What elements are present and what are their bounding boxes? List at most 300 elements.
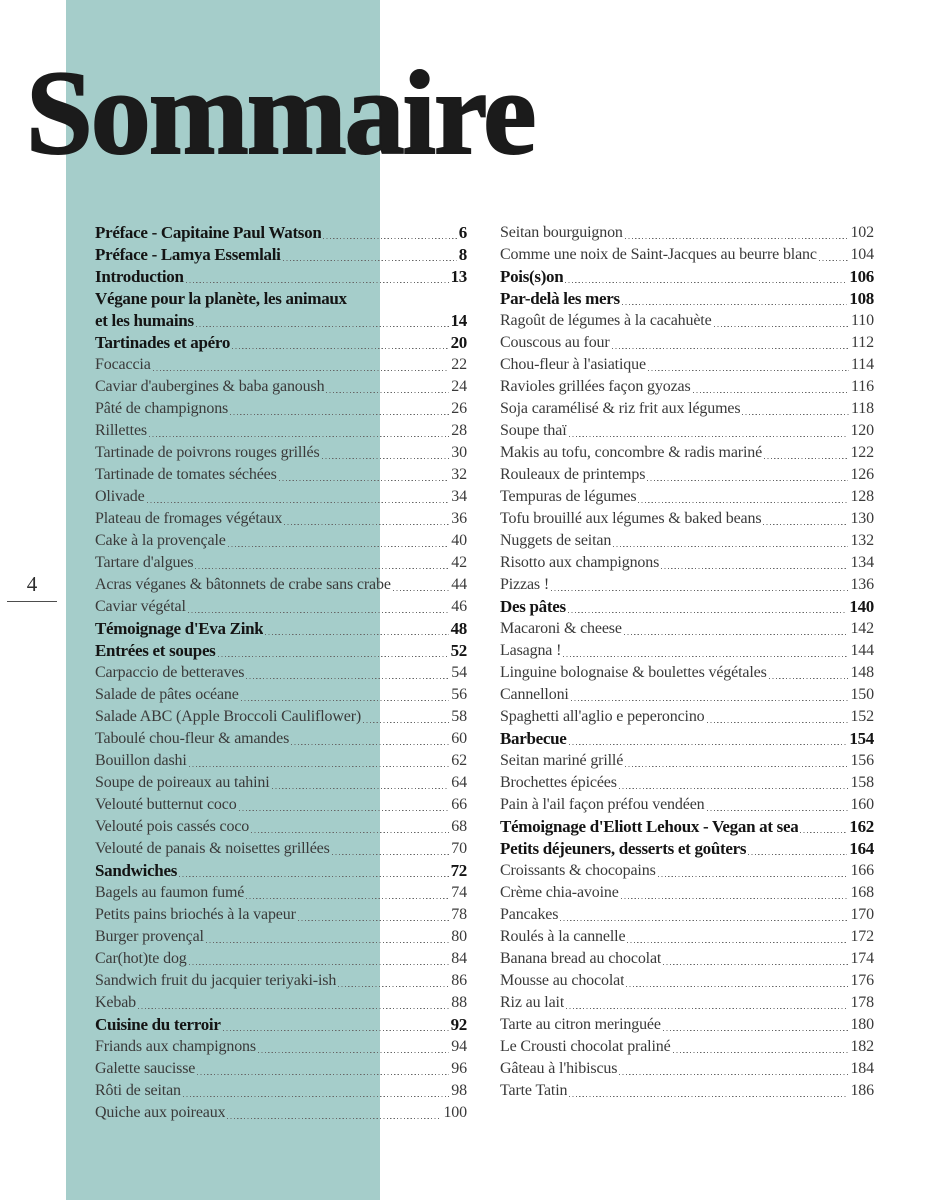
toc-entry — [95, 376, 467, 398]
toc-entry-page: 184 — [850, 1060, 874, 1077]
toc-entry — [500, 596, 874, 618]
toc-entry-page: 20 — [450, 333, 467, 352]
dotted-leader — [332, 838, 450, 860]
toc-entry-page: 98 — [451, 1082, 467, 1099]
toc-entry-page: 80 — [451, 928, 467, 945]
dotted-leader — [179, 860, 449, 882]
toc-entry-label: Acras véganes & bâtonnets de crabe sans crabe — [95, 576, 391, 593]
dotted-leader — [663, 1014, 849, 1036]
toc-entry-label: Focaccia — [95, 356, 151, 373]
toc-entry-label: Linguine bolognaise & boulettes végétales — [500, 664, 767, 681]
toc-entry — [95, 1014, 467, 1036]
toc-entry — [95, 640, 467, 662]
toc-entry-page: 132 — [850, 532, 874, 549]
toc-entry — [500, 552, 874, 574]
toc-entry-page: 96 — [451, 1060, 467, 1077]
toc-entry-page: 78 — [451, 906, 467, 923]
toc-entry-page: 178 — [850, 994, 874, 1011]
toc-entry-page: 166 — [850, 862, 874, 879]
toc-entry-label: et les humains — [95, 311, 194, 330]
toc-entry-page: 160 — [850, 796, 874, 813]
toc-entry — [500, 926, 874, 948]
dotted-leader — [251, 816, 449, 838]
toc-entry-label: Makis au tofu, concombre & radis mariné — [500, 444, 763, 461]
toc-entry — [95, 574, 467, 596]
dotted-leader — [338, 970, 449, 992]
toc-entry-page: 104 — [850, 246, 874, 263]
dotted-leader — [197, 1058, 449, 1080]
toc-entry — [500, 860, 874, 882]
toc-entry-label: Crème chia-avoine — [500, 884, 619, 901]
toc-entry — [95, 772, 467, 794]
dotted-leader — [223, 1014, 449, 1036]
toc-entry-page: 106 — [849, 267, 874, 286]
dotted-leader — [246, 882, 449, 904]
toc-entry-page: 142 — [850, 620, 874, 637]
toc-entry-label: Tofu brouillé aux légumes & baked beans — [500, 510, 762, 527]
toc-entry-page: 162 — [849, 817, 874, 836]
toc-entry-label: Soupe de poireaux au tahini — [95, 774, 270, 791]
toc-entry — [500, 508, 874, 530]
toc-entry — [500, 728, 874, 750]
toc-entry — [95, 750, 467, 772]
toc-entry-page: 52 — [450, 641, 467, 660]
toc-entry-label: Végane pour la planète, les animaux — [95, 289, 347, 308]
toc-entry-page: 22 — [451, 356, 467, 373]
dotted-leader — [393, 574, 450, 596]
toc-entry-page: 126 — [850, 466, 874, 483]
toc-entry-label: Sandwich fruit du jacquier teriyaki-ish — [95, 972, 337, 989]
toc-entry-page: 32 — [451, 466, 467, 483]
dotted-leader — [693, 376, 849, 398]
toc-entry — [500, 420, 874, 442]
toc-entry — [95, 442, 467, 464]
dotted-leader — [565, 266, 847, 288]
toc-entry-page: 148 — [850, 664, 874, 681]
dotted-leader — [183, 1080, 449, 1102]
toc-entry-page: 130 — [850, 510, 874, 527]
dotted-leader — [230, 398, 449, 420]
toc-entry-label: Gâteau à l'hibiscus — [500, 1060, 618, 1077]
toc-entry — [500, 574, 874, 596]
dotted-leader — [625, 750, 848, 772]
toc-entry-label: Plateau de fromages végétaux — [95, 510, 283, 527]
toc-entry-page: 140 — [849, 597, 874, 616]
toc-entry-page: 36 — [451, 510, 467, 527]
dotted-leader — [624, 618, 849, 640]
dotted-leader — [551, 574, 848, 596]
toc-entry — [500, 310, 874, 332]
toc-entry — [95, 332, 467, 354]
dotted-leader — [622, 288, 848, 310]
toc-entry-label: Caviar d'aubergines & baba ganoush — [95, 378, 325, 395]
toc-entry — [95, 816, 467, 838]
toc-entry-label: Ragoût de légumes à la cacahuète — [500, 312, 712, 329]
toc-entry-label: Tarte au citron meringuée — [500, 1016, 661, 1033]
toc-entry — [95, 860, 467, 882]
toc-entry-page: 62 — [451, 752, 467, 769]
dotted-leader — [764, 442, 848, 464]
toc-entry — [95, 1102, 467, 1124]
toc-entry-label: Carpaccio de betteraves — [95, 664, 245, 681]
toc-entry-label: Le Crousti chocolat praliné — [500, 1038, 671, 1055]
dotted-leader — [363, 706, 449, 728]
toc-entry-page: 102 — [850, 224, 874, 241]
dotted-leader — [742, 398, 849, 420]
dotted-leader — [283, 244, 457, 266]
toc-entry — [500, 882, 874, 904]
toc-entry-label: Témoignage d'Eva Zink — [95, 619, 264, 638]
toc-entry — [500, 794, 874, 816]
toc-entry-label: Chou-fleur à l'asiatique — [500, 356, 646, 373]
toc-entry-page: 84 — [451, 950, 467, 967]
dotted-leader — [189, 750, 450, 772]
toc-entry-page: 100 — [443, 1104, 467, 1121]
toc-entry-label: Pois(s)on — [500, 267, 564, 286]
toc-entry-label: Barbecue — [500, 729, 567, 748]
dotted-leader — [658, 860, 849, 882]
toc-entry-label: Tempuras de légumes — [500, 488, 637, 505]
toc-entry — [500, 398, 874, 420]
dotted-leader — [763, 508, 848, 530]
toc-entry-label: Pancakes — [500, 906, 559, 923]
toc-entry — [95, 970, 467, 992]
toc-entry — [500, 288, 874, 310]
toc-entry-page: 128 — [850, 488, 874, 505]
toc-entry-page: 118 — [851, 400, 874, 417]
toc-entry — [500, 904, 874, 926]
toc-entry-page: 70 — [451, 840, 467, 857]
toc-entry-label: Préface - Capitaine Paul Watson — [95, 223, 322, 242]
dotted-leader — [147, 486, 450, 508]
dotted-leader — [239, 794, 450, 816]
dotted-leader — [326, 376, 449, 398]
dotted-leader — [707, 794, 849, 816]
toc-entry-label: Préface - Lamya Essemlali — [95, 245, 281, 264]
toc-entry — [500, 640, 874, 662]
dotted-leader — [138, 992, 449, 1014]
toc-entry — [95, 618, 467, 640]
toc-entry-page: 152 — [850, 708, 874, 725]
toc-entry — [500, 1036, 874, 1058]
dotted-leader — [714, 310, 849, 332]
toc-entry-page: 112 — [851, 334, 874, 351]
toc-entry-page: 114 — [851, 356, 874, 373]
dotted-leader — [613, 530, 848, 552]
dotted-leader — [232, 332, 449, 354]
toc-entry-page: 136 — [850, 576, 874, 593]
dotted-leader — [571, 684, 849, 706]
toc-entry — [500, 750, 874, 772]
toc-entry-page: 108 — [849, 289, 874, 308]
toc-entry-label: Velouté de panais & noisettes grillées — [95, 840, 330, 857]
toc-entry — [500, 838, 874, 860]
dotted-leader — [323, 222, 456, 244]
toc-entry — [95, 684, 467, 706]
toc-entry-page: 88 — [451, 994, 467, 1011]
dotted-leader — [673, 1036, 849, 1058]
dotted-leader — [638, 486, 848, 508]
dotted-leader — [647, 464, 848, 486]
toc-entry — [95, 244, 467, 266]
dotted-leader — [228, 530, 450, 552]
toc-entry-page: 144 — [850, 642, 874, 659]
toc-entry-label: Salade de pâtes océane — [95, 686, 239, 703]
toc-entry — [500, 530, 874, 552]
toc-entry-page: 56 — [451, 686, 467, 703]
dotted-leader — [246, 662, 449, 684]
toc-entry-page: 66 — [451, 796, 467, 813]
dotted-leader — [218, 640, 449, 662]
toc-entry-label: Tartinade de poivrons rouges grillés — [95, 444, 320, 461]
toc-entry-page: 8 — [458, 245, 467, 264]
toc-entry — [500, 222, 874, 244]
toc-entry-label: Macaroni & cheese — [500, 620, 622, 637]
toc-entry — [500, 244, 874, 266]
dotted-leader — [206, 926, 449, 948]
toc-entry-page: 158 — [850, 774, 874, 791]
toc-entry-page: 174 — [850, 950, 874, 967]
toc-left-column — [95, 222, 467, 1124]
toc-entry-label: Sandwiches — [95, 861, 178, 880]
page-title: Sommaire — [26, 46, 535, 179]
toc-entry — [500, 354, 874, 376]
toc-entry — [95, 464, 467, 486]
toc-entry — [500, 1058, 874, 1080]
toc-entry — [95, 1058, 467, 1080]
toc-entry-label: Nuggets de seitan — [500, 532, 612, 549]
dotted-leader — [272, 772, 450, 794]
toc-entry-label: Tartinades et apéro — [95, 333, 231, 352]
toc-entry — [95, 838, 467, 860]
toc-entry-label: Velouté pois cassés coco — [95, 818, 250, 835]
toc-entry-label: Lasagna ! — [500, 642, 562, 659]
toc-entry-page: 74 — [451, 884, 467, 901]
toc-entry — [95, 926, 467, 948]
toc-entry-label: Comme une noix de Saint-Jacques au beurre blanc — [500, 246, 817, 263]
toc-entry — [500, 442, 874, 464]
dotted-leader — [569, 1080, 848, 1102]
toc-entry — [95, 794, 467, 816]
toc-entry-label: Petits déjeuners, desserts et goûters — [500, 839, 747, 858]
toc-entry — [95, 992, 467, 1014]
toc-entry — [500, 618, 874, 640]
toc-entry — [95, 530, 467, 552]
dotted-leader — [769, 662, 849, 684]
dotted-leader — [748, 838, 847, 860]
dotted-leader — [819, 244, 849, 266]
toc-entry — [500, 706, 874, 728]
toc-entry — [500, 464, 874, 486]
toc-entry-label: Soja caramélisé & riz frit aux légumes — [500, 400, 741, 417]
toc-entry-page: 134 — [850, 554, 874, 571]
toc-entry-page: 186 — [850, 1082, 874, 1099]
toc-entry-page: 156 — [850, 752, 874, 769]
toc-entry — [95, 552, 467, 574]
toc-entry-page: 6 — [458, 223, 467, 242]
dotted-leader — [625, 222, 849, 244]
toc-entry-page: 120 — [850, 422, 874, 439]
toc-entry-page: 180 — [850, 1016, 874, 1033]
toc-entry-page: 150 — [850, 686, 874, 703]
toc-entry — [95, 662, 467, 684]
toc-entry — [95, 508, 467, 530]
toc-entry — [95, 310, 467, 332]
dotted-leader — [560, 904, 848, 926]
toc-entry-page: 60 — [451, 730, 467, 747]
dotted-leader — [196, 310, 449, 332]
toc-entry-page: 58 — [451, 708, 467, 725]
dotted-leader — [619, 772, 849, 794]
toc-entry-label: Spaghetti all'aglio e peperoncino — [500, 708, 705, 725]
toc-right-column — [500, 222, 874, 1102]
dotted-leader — [188, 596, 450, 618]
toc-entry-label: Brochettes épicées — [500, 774, 617, 791]
toc-entry-label: Rôti de seitan — [95, 1082, 181, 1099]
toc-entry-page: 154 — [849, 729, 874, 748]
toc-entry-page: 164 — [849, 839, 874, 858]
toc-entry-label: Salade ABC (Apple Broccoli Cauliflower) — [95, 708, 362, 725]
toc-entry-label: Mousse au chocolat — [500, 972, 625, 989]
toc-entry — [95, 398, 467, 420]
dotted-leader — [612, 332, 849, 354]
dotted-leader — [707, 706, 849, 728]
toc-entry-label: Soupe thaï — [500, 422, 567, 439]
dotted-leader — [149, 420, 449, 442]
toc-entry-label: Tartinade de tomates séchées — [95, 466, 277, 483]
dotted-leader — [284, 508, 449, 530]
toc-entry-label: Pain à l'ail façon préfou vendéen — [500, 796, 705, 813]
toc-entry-label: Tartare d'algues — [95, 554, 194, 571]
toc-entry-label: Riz au lait — [500, 994, 565, 1011]
dotted-leader — [663, 948, 848, 970]
toc-entry-page: 94 — [451, 1038, 467, 1055]
toc-entry-label: Ravioles grillées façon gyozas — [500, 378, 691, 395]
dotted-leader — [627, 926, 848, 948]
toc-entry-page: 26 — [451, 400, 467, 417]
dotted-leader — [563, 640, 848, 662]
toc-entry-label: Caviar végétal — [95, 598, 186, 615]
toc-entry-page: 14 — [450, 311, 467, 330]
toc-entry — [500, 1080, 874, 1102]
toc-entry — [500, 684, 874, 706]
toc-entry — [500, 772, 874, 794]
dotted-leader — [279, 464, 450, 486]
dotted-leader — [291, 728, 449, 750]
toc-entry-page: 172 — [850, 928, 874, 945]
dotted-leader — [189, 948, 450, 970]
dotted-leader — [241, 684, 450, 706]
toc-entry-label: Témoignage d'Eliott Lehoux - Vegan at sea — [500, 817, 799, 836]
toc-entry-label: Petits pains briochés à la vapeur — [95, 906, 296, 923]
toc-entry — [95, 222, 467, 244]
toc-entry-page: 168 — [850, 884, 874, 901]
toc-entry — [500, 266, 874, 288]
toc-entry-page: 30 — [451, 444, 467, 461]
toc-entry — [500, 992, 874, 1014]
toc-entry-page: 92 — [450, 1015, 467, 1034]
toc-entry-page: 48 — [450, 619, 467, 638]
toc-entry — [95, 948, 467, 970]
toc-entry-label: Seitan bourguignon — [500, 224, 623, 241]
dotted-leader — [621, 882, 849, 904]
dotted-leader — [322, 442, 450, 464]
toc-entry-page: 110 — [851, 312, 874, 329]
toc-entry — [500, 662, 874, 684]
dotted-leader — [626, 970, 848, 992]
toc-entry-page: 182 — [850, 1038, 874, 1055]
dotted-leader — [569, 728, 848, 750]
toc-entry — [500, 948, 874, 970]
toc-entry-label: Seitan mariné grillé — [500, 752, 624, 769]
toc-entry-label: Rouleaux de printemps — [500, 466, 646, 483]
toc-entry-page: 54 — [451, 664, 467, 681]
toc-entry-label: Kebab — [95, 994, 137, 1011]
dotted-leader — [569, 420, 849, 442]
toc-entry — [95, 596, 467, 618]
toc-entry-label: Risotto aux champignons — [500, 554, 660, 571]
toc-entry — [95, 1080, 467, 1102]
toc-entry-label: Bagels au faumon fumé — [95, 884, 245, 901]
dotted-leader — [195, 552, 449, 574]
dotted-leader — [227, 1102, 441, 1124]
toc-entry — [95, 1036, 467, 1058]
dotted-leader — [258, 1036, 449, 1058]
toc-entry — [500, 376, 874, 398]
toc-entry-page: 34 — [451, 488, 467, 505]
toc-entry — [500, 816, 874, 838]
toc-entry-page: 64 — [451, 774, 467, 791]
toc-entry-label: Cake à la provençale — [95, 532, 226, 549]
toc-entry-label: Taboulé chou-fleur & amandes — [95, 730, 290, 747]
dotted-leader — [568, 596, 848, 618]
toc-entry — [500, 332, 874, 354]
toc-entry-label: Burger provençal — [95, 928, 204, 945]
dotted-leader — [661, 552, 848, 574]
toc-entry — [95, 288, 467, 310]
toc-entry-label: Tarte Tatin — [500, 1082, 568, 1099]
toc-entry — [95, 486, 467, 508]
toc-entry-label: Car(hot)te dog — [95, 950, 187, 967]
dotted-leader — [186, 266, 449, 288]
toc-entry-label: Friands aux champignons — [95, 1038, 256, 1055]
toc-entry-label: Couscous au four — [500, 334, 610, 351]
toc-entry-label: Galette saucisse — [95, 1060, 196, 1077]
dotted-leader — [648, 354, 849, 376]
toc-entry-label: Croissants & chocopains — [500, 862, 656, 879]
toc-entry-page: 116 — [851, 378, 874, 395]
toc-entry-label: Pâté de champignons — [95, 400, 229, 417]
toc-entry — [95, 728, 467, 750]
toc-entry-label: Velouté butternut coco — [95, 796, 237, 813]
toc-entry-page: 28 — [451, 422, 467, 439]
dotted-leader — [566, 992, 848, 1014]
toc-entry-page: 24 — [451, 378, 467, 395]
toc-entry-page: 68 — [451, 818, 467, 835]
toc-entry-label: Rillettes — [95, 422, 147, 439]
toc-entry-page: 46 — [451, 598, 467, 615]
toc-entry-label: Quiche aux poireaux — [95, 1104, 226, 1121]
folio-page-number: 4 — [7, 572, 57, 602]
dotted-leader — [153, 354, 450, 376]
toc-entry — [500, 970, 874, 992]
toc-entry — [95, 420, 467, 442]
toc-entry-page: 44 — [451, 576, 467, 593]
dotted-leader — [800, 816, 847, 838]
toc-entry-page: 72 — [450, 861, 467, 880]
toc-entry-label: Cannelloni — [500, 686, 569, 703]
toc-entry — [95, 904, 467, 926]
